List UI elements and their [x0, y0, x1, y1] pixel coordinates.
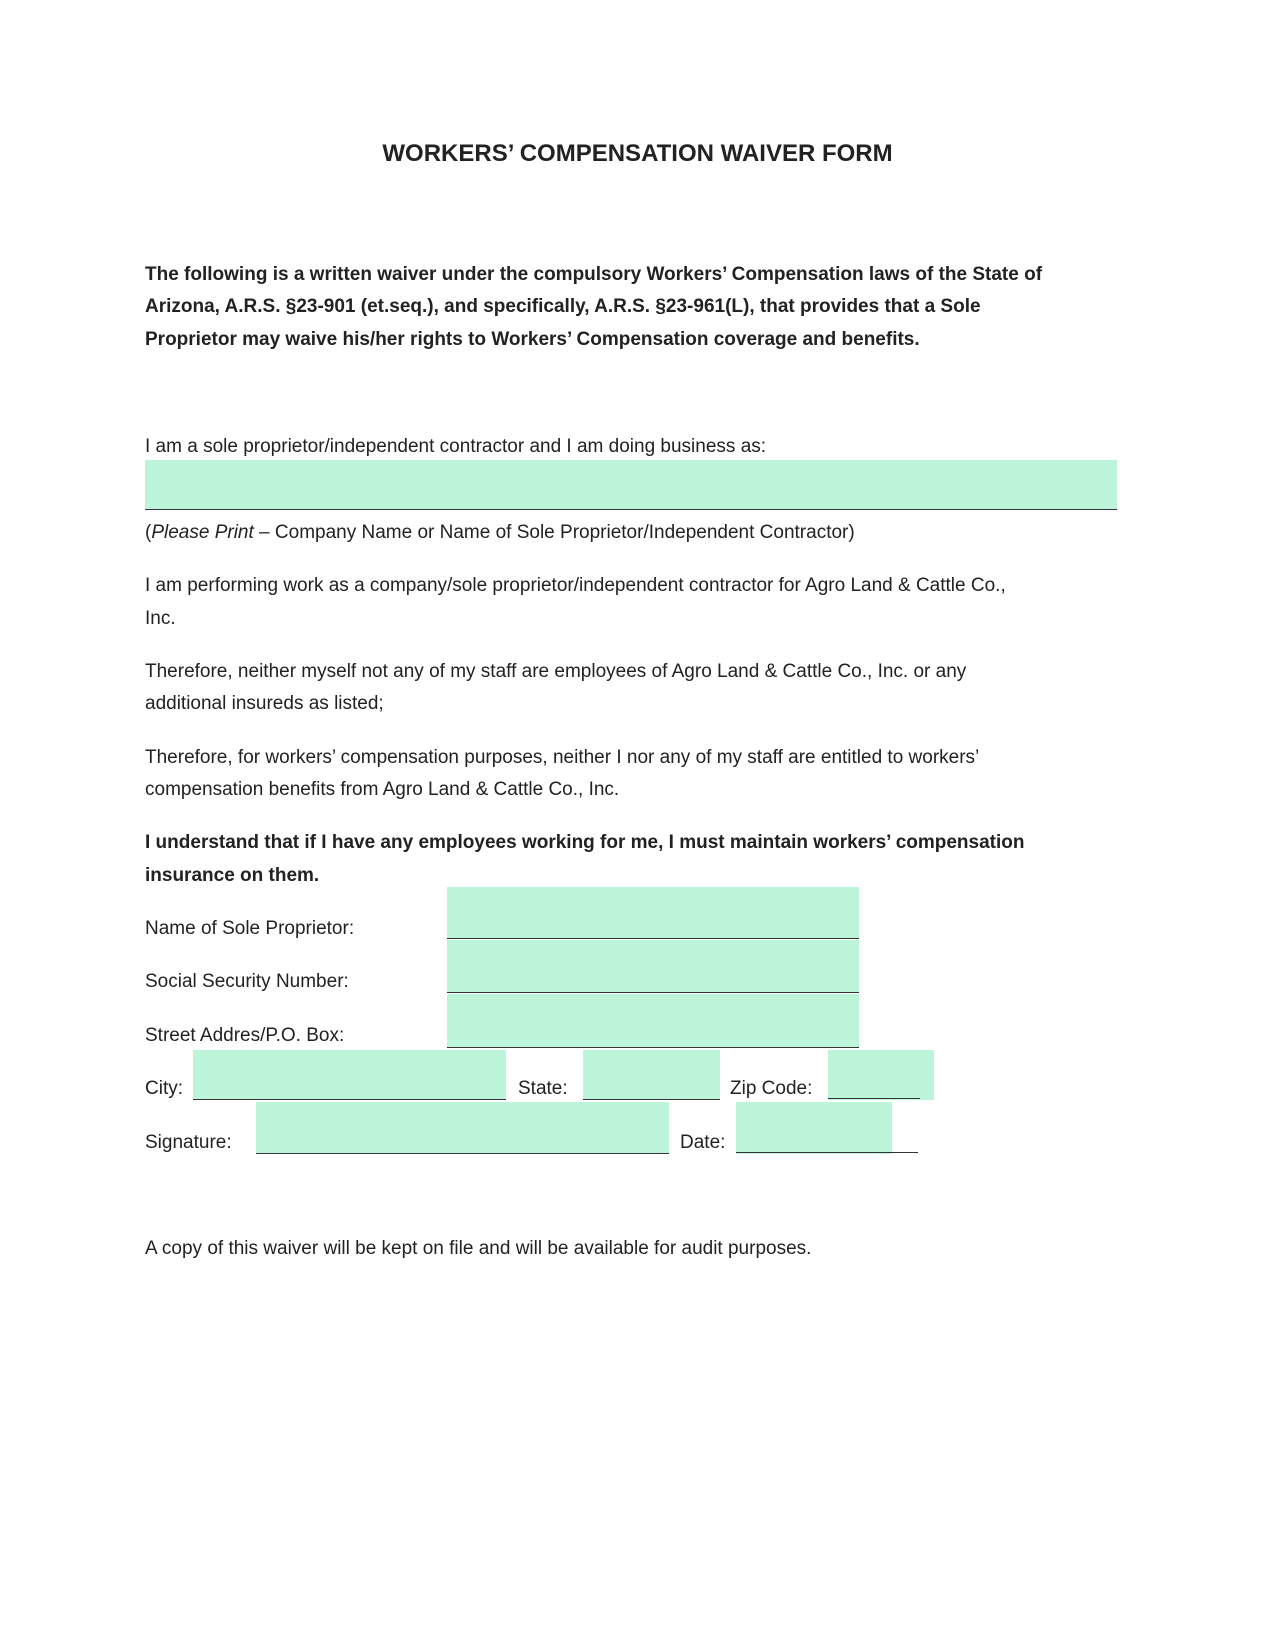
street-field[interactable]	[447, 994, 859, 1048]
paragraph-line: compensation benefits from Agro Land & Cattle Co., Inc.	[145, 779, 620, 800]
city-field[interactable]	[193, 1050, 506, 1100]
paragraph-line: I understand that if I have any employees working for me, I must maintain workers’ compensation	[145, 832, 1025, 853]
name-field[interactable]	[447, 887, 859, 939]
intro-line: Arizona, A.R.S. §23-901 (et.seq.), and specifically, A.R.S. §23-961(L), that provides that a Sole	[145, 296, 981, 317]
page-title: WORKERS’ COMPENSATION WAIVER FORM	[382, 140, 893, 167]
print-note	[145, 521, 855, 545]
footer-note: A copy of this waiver will be kept on file and will be available for audit purposes.	[145, 1238, 812, 1259]
signature-field[interactable]	[256, 1102, 669, 1154]
paragraph-line: insurance on them.	[145, 865, 320, 886]
date-label: Date:	[680, 1132, 726, 1153]
ssn-label: Social Security Number:	[145, 971, 349, 992]
city-label: City:	[145, 1078, 183, 1099]
zip-label: Zip Code:	[730, 1078, 813, 1099]
signature-label: Signature:	[145, 1132, 232, 1153]
date-field[interactable]	[736, 1102, 892, 1154]
intro-line: Proprietor may waive his/her rights to Workers’ Compensation coverage and benefits.	[145, 329, 920, 350]
print-note-open: (	[145, 522, 152, 543]
ssn-field[interactable]	[447, 940, 859, 993]
state-field[interactable]	[583, 1050, 720, 1100]
street-label: Street Addres/P.O. Box:	[145, 1025, 345, 1046]
zip-field[interactable]	[828, 1050, 934, 1100]
paragraph-line: Therefore, neither myself not any of my staff are employees of Agro Land & Cattle Co., Inc. or any	[145, 661, 967, 682]
paragraph-line: I am performing work as a company/sole proprietor/independent contractor for Agro Land & Cattle Co.,	[145, 575, 1006, 596]
intro-line: The following is a written waiver under the compulsory Workers’ Compensation laws of the State of	[145, 264, 1043, 285]
print-note-rest: – Company Name or Name of Sole Proprietor/Independent Contractor)	[253, 522, 855, 543]
print-note-italic: Please Print	[151, 522, 254, 543]
zip-underline	[828, 1098, 920, 1099]
business-name-field[interactable]	[145, 460, 1117, 510]
paragraph-line: Inc.	[145, 608, 176, 629]
business-prompt: I am a sole proprietor/independent contractor and I am doing business as:	[145, 436, 767, 457]
paragraph-line: additional insureds as listed;	[145, 693, 384, 714]
name-label: Name of Sole Proprietor:	[145, 918, 355, 939]
date-underline	[736, 1152, 918, 1153]
state-label: State:	[518, 1078, 568, 1099]
paragraph-line: Therefore, for workers’ compensation purposes, neither I nor any of my staff are entitled to workers’	[145, 747, 980, 768]
